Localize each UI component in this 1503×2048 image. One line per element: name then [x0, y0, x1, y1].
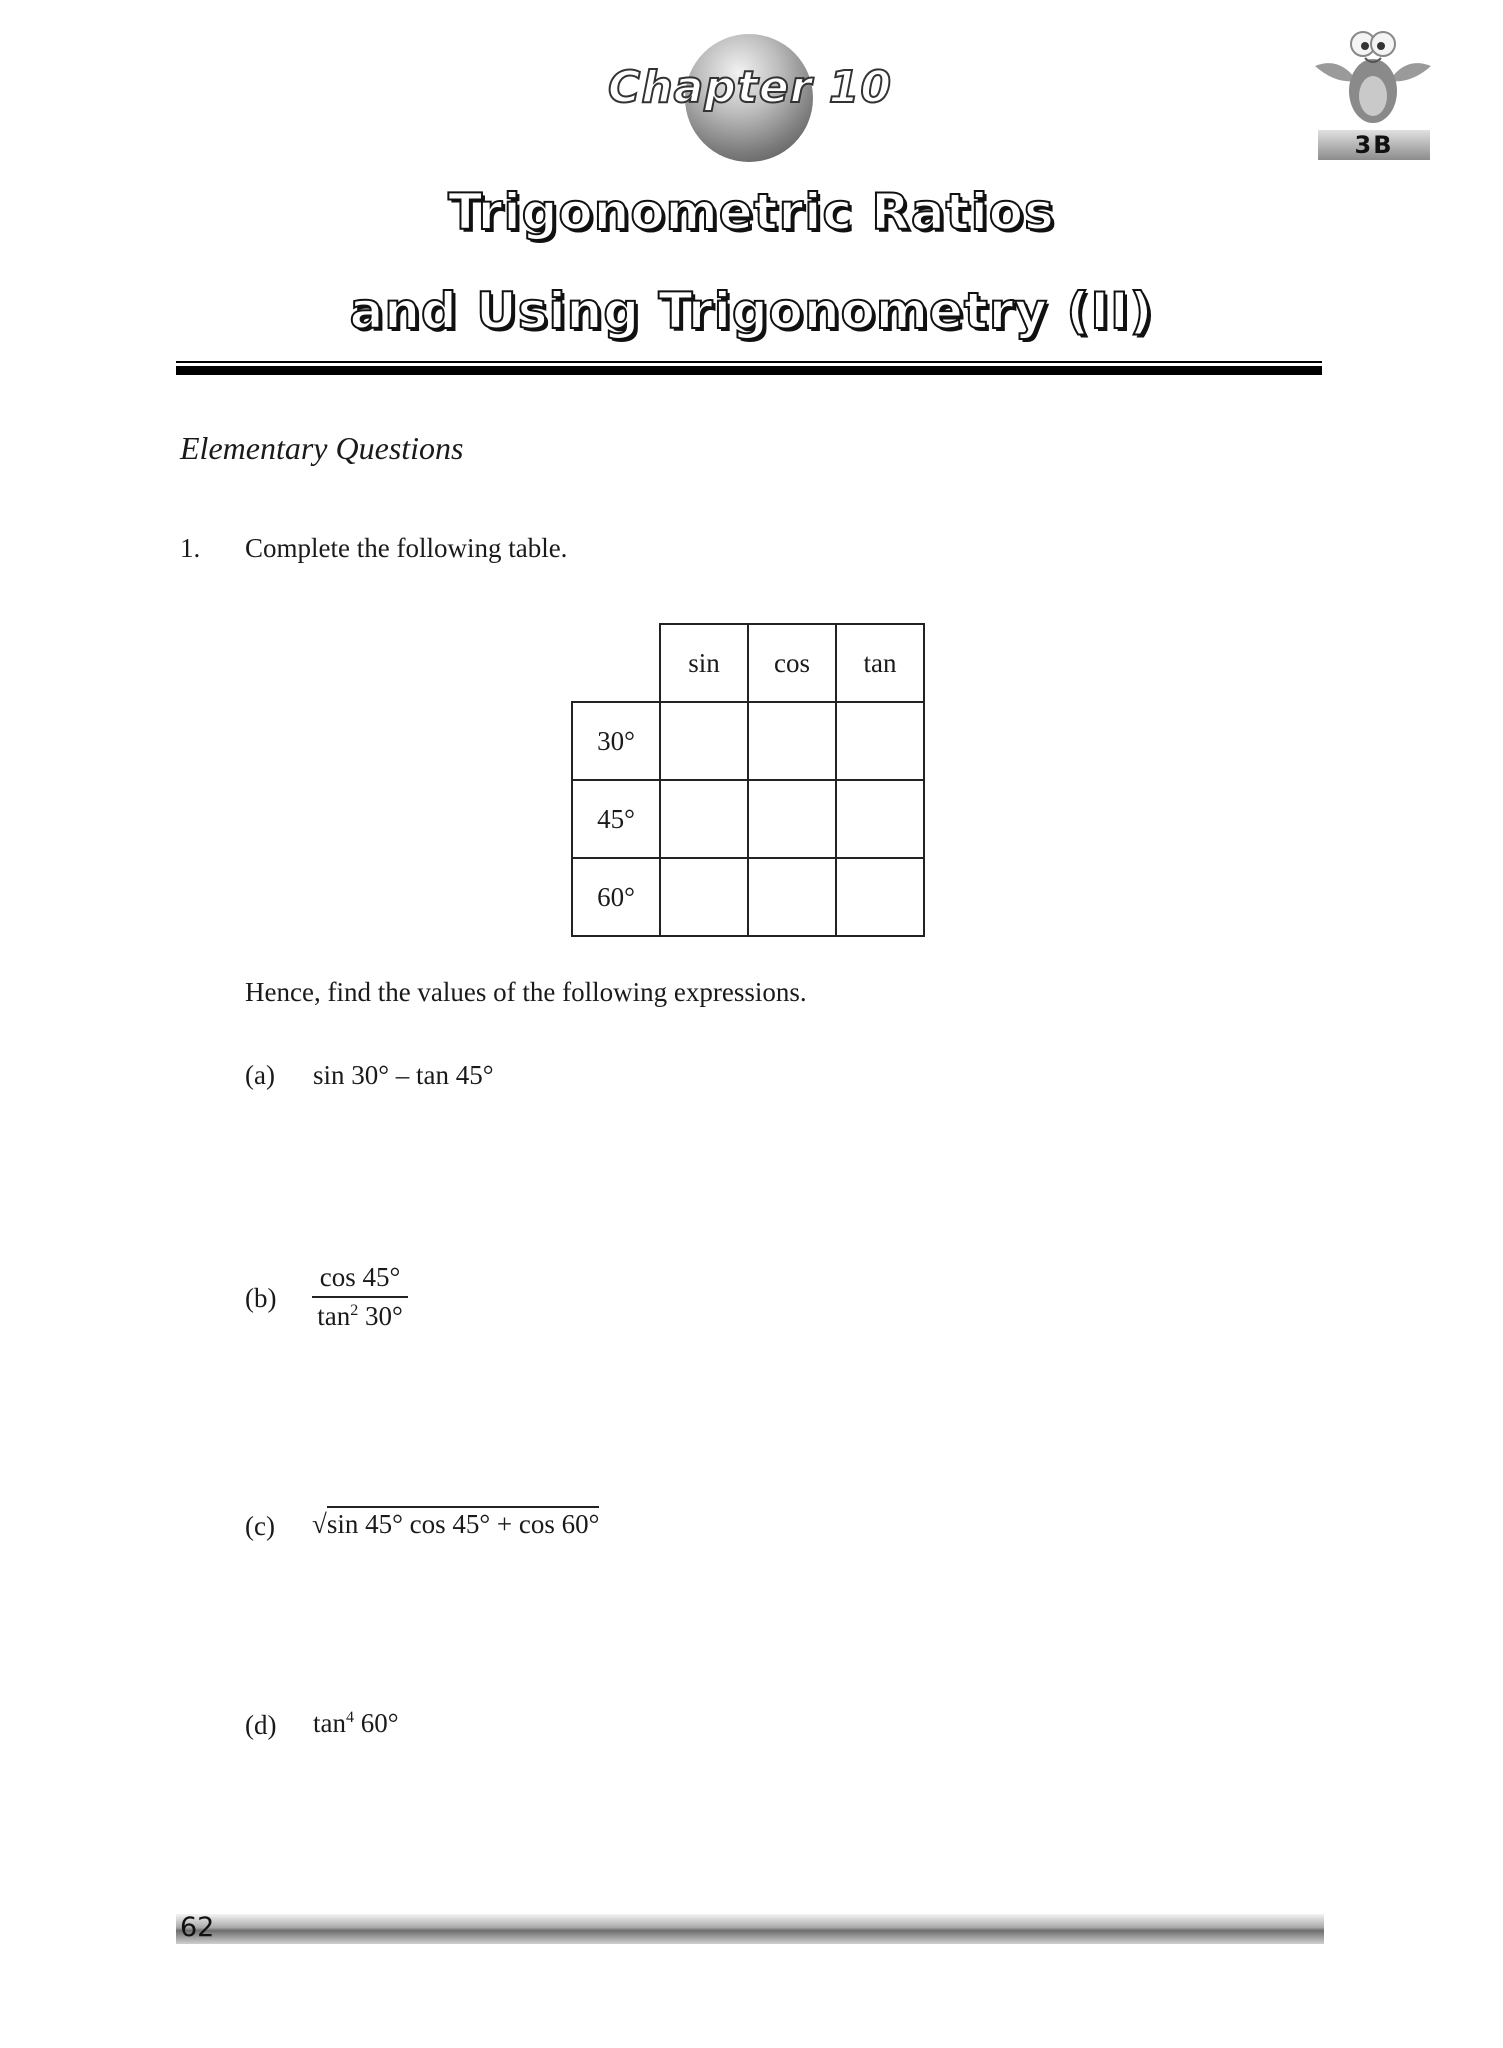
table-row-label: 30°	[572, 702, 660, 780]
table-header-cell: tan	[836, 624, 924, 702]
answer-cell[interactable]	[748, 780, 836, 858]
part-c-label: (c)	[245, 1511, 275, 1541]
chapter-label: Chapter 10	[608, 62, 892, 113]
chapter-title-line-2: and Using Trigonometry (II)	[349, 282, 1154, 340]
header-divider-thin	[176, 361, 1322, 363]
answer-cell[interactable]	[660, 702, 748, 780]
table-header-cell: cos	[748, 624, 836, 702]
trig-ratio-table	[571, 623, 925, 937]
part-b-fraction	[312, 1262, 408, 1332]
section-heading: Elementary Questions	[180, 430, 464, 466]
table-header-cell: sin	[660, 624, 748, 702]
denominator-exponent: 2	[350, 1302, 359, 1319]
radicand: sin 45° cos 45° + cos 60°	[327, 1506, 600, 1539]
answer-cell[interactable]	[748, 702, 836, 780]
page-number: 62	[180, 1912, 215, 1943]
question-text: Complete the following table.	[245, 533, 568, 563]
part-d-expression	[313, 1708, 399, 1739]
table-row	[572, 780, 924, 858]
answer-cell[interactable]	[660, 858, 748, 936]
level-badge: 3B	[1318, 130, 1430, 160]
answer-cell[interactable]	[836, 702, 924, 780]
part-c-expression	[312, 1509, 599, 1540]
hence-instruction: Hence, find the values of the following expressions.	[245, 977, 807, 1007]
function-exponent: 4	[346, 1709, 354, 1726]
question-number: 1.	[180, 533, 201, 563]
header-divider-thick	[176, 366, 1322, 375]
footer-bar	[176, 1914, 1324, 1944]
table-row	[572, 702, 924, 780]
table-header-row	[572, 624, 924, 702]
answer-cell[interactable]	[660, 780, 748, 858]
function-name: tan	[313, 1708, 346, 1738]
chapter-title-line-1: Trigonometric Ratios	[448, 183, 1055, 241]
table-row-label: 60°	[572, 858, 660, 936]
table-row	[572, 858, 924, 936]
part-b-label: (b)	[245, 1283, 277, 1313]
part-d-label: (d)	[245, 1710, 277, 1740]
denominator-angle: 30°	[358, 1301, 403, 1331]
answer-cell[interactable]	[836, 858, 924, 936]
denominator-function: tan	[317, 1301, 351, 1331]
answer-cell[interactable]	[836, 780, 924, 858]
function-angle: 60°	[354, 1708, 399, 1738]
fraction-numerator: cos 45°	[312, 1262, 408, 1298]
fraction-denominator	[312, 1298, 408, 1332]
table-row-label: 45°	[572, 780, 660, 858]
part-a-label: (a)	[245, 1060, 275, 1090]
table-corner-cell	[572, 624, 660, 702]
bird-mascot-icon	[1305, 26, 1441, 131]
answer-cell[interactable]	[748, 858, 836, 936]
part-a-expression: sin 30° – tan 45°	[313, 1060, 494, 1090]
square-root-sign: √	[312, 1509, 327, 1539]
